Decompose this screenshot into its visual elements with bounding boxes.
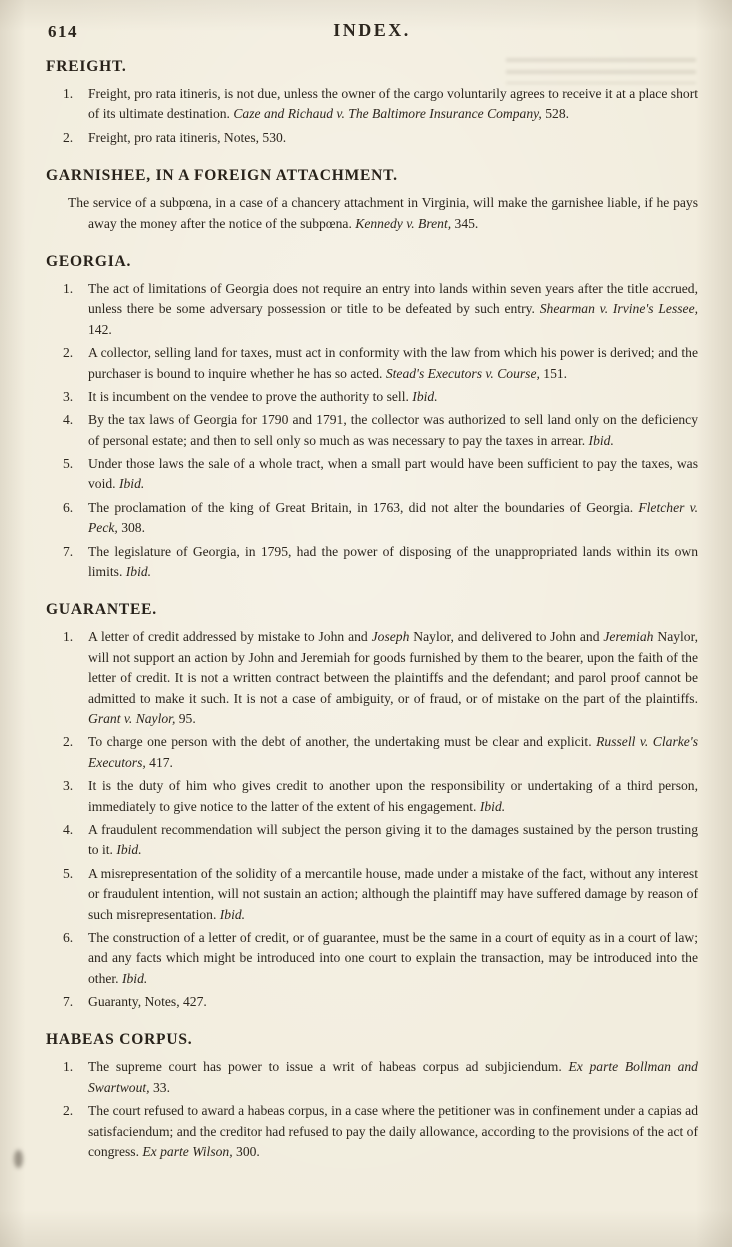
- case-citation: Caze and Richaud v. The Baltimore Insurance Company,: [233, 106, 542, 122]
- entry-text: 300.: [232, 1144, 260, 1160]
- entry-text: A fraudulent recommendation will subject the person giving it to the damages sustained by the person trusting to it.: [88, 821, 698, 858]
- entry-text: Freight, pro rata itineris, is not due, unless the owner of the cargo voluntarily agrees to receive it at a place short of its ultimate destination.: [88, 86, 698, 122]
- page-title: INDEX.: [333, 20, 411, 40]
- case-citation: Kennedy v. Brent,: [355, 215, 452, 231]
- entry-text: A letter of credit addressed by mistake to John and: [88, 629, 372, 645]
- case-citation: Stead's Executors v. Course,: [385, 365, 540, 381]
- entry-text: A misrepresentation of the solidity of a mercantile house, made under a mistake of the fact, without any interest or fraudulent intention, will not sustain an action; although the plaintiff may have suffered damage by reason of such misrepresentation.: [88, 865, 698, 922]
- entry-number: 6.: [63, 499, 74, 515]
- case-citation: Ex parte Bollman and Swartwout,: [88, 1059, 698, 1095]
- case-citation: Grant v. Naylor,: [88, 710, 176, 726]
- index-entry: [46, 387, 698, 407]
- index-section: [46, 1031, 698, 1162]
- entry-text: 345.: [451, 215, 479, 231]
- index-entry: [46, 498, 698, 539]
- entry-text: 528.: [541, 106, 570, 122]
- index-entry: [46, 992, 698, 1012]
- section-heading: GARNISHEE, IN A FOREIGN ATTACHMENT.: [46, 167, 398, 185]
- entry-text: The service of a subpœna, in a case of a chancery attachment in Virginia, will make the garnishee liable, if he pays away the money after the notice of the subpœna.: [68, 195, 698, 231]
- entry-number: 2.: [63, 734, 74, 750]
- entry-text: Naylor, and delivered to John and: [409, 629, 604, 645]
- entry-text: 95.: [175, 710, 196, 726]
- index-sections: [46, 58, 698, 1162]
- section-heading: GUARANTEE.: [46, 601, 157, 619]
- entry-text: The proclamation of the king of Great Britain, in 1763, did not alter the boundaries of Georgia.: [88, 499, 639, 515]
- entry-text: 142.: [88, 321, 112, 337]
- entry-number: 5.: [63, 456, 74, 472]
- index-entry: [46, 343, 698, 384]
- entry-text: Naylor, will not support an action by John and Jeremiah for goods furnished by them to the bearer, upon the faith of the letter of credit. It is not a written contract between the plaintiffs and the defendant; and parol proof cannot be admitted to make it such. It is not a case of ambiguity, or of fraud, or of mistake on the part of the plaintiffs.: [88, 629, 698, 706]
- case-citation: Ibid.: [219, 906, 246, 922]
- index-entry: [46, 128, 698, 148]
- index-entry: [46, 410, 698, 451]
- entry-text: The legislature of Georgia, in 1795, had the power of disposing of the unappropriated lands within its own limits.: [88, 543, 698, 580]
- entry-text: 417.: [145, 754, 173, 770]
- index-entry: [46, 928, 698, 989]
- entry-text: The court refused to award a habeas corpus, in a case where the petitioner was in confinement under a capias ad satisfaciendum; and the creditor had refused to pay the daily allowance, according to the provisions of the act of congress.: [88, 1103, 698, 1160]
- entry-text: 33.: [149, 1079, 170, 1095]
- entry-number: 1.: [63, 629, 74, 645]
- entry-number: 1.: [63, 86, 74, 101]
- case-citation: Joseph: [371, 629, 410, 645]
- index-entry: [46, 627, 698, 729]
- entry-text: It is incumbent on the vendee to prove the authority to sell.: [88, 388, 413, 404]
- entry-text: Guaranty, Notes, 427.: [88, 994, 207, 1010]
- entry-text: The supreme court has power to issue a writ of habeas corpus ad subjiciendum.: [88, 1059, 569, 1075]
- case-citation: Ibid.: [125, 564, 152, 580]
- entry-text: To charge one person with the debt of another, the undertaking must be clear and explicit.: [88, 734, 597, 750]
- case-citation: Russell v. Clarke's Executors,: [88, 734, 698, 770]
- entry-text: A collector, selling land for taxes, must act in conformity with the law from which his power is derived; and the purchaser is bound to inquire whether he has so acted.: [88, 345, 698, 381]
- entry-text: Under those laws the sale of a whole tract, when a small part would have been sufficient to pay the taxes, was void.: [88, 456, 698, 492]
- index-section: [46, 601, 698, 1012]
- entry-number: 1.: [63, 280, 74, 296]
- entry-number: 7.: [63, 994, 74, 1010]
- entry-number: 3.: [63, 388, 74, 404]
- index-section: [46, 253, 698, 582]
- case-citation: Ibid.: [479, 798, 506, 814]
- index-entry: [46, 454, 698, 495]
- section-heading: FREIGHT.: [46, 58, 127, 75]
- index-section: [46, 167, 698, 234]
- entry-number: 4.: [63, 821, 74, 837]
- index-entry: [46, 1101, 698, 1162]
- case-citation: Ibid.: [116, 842, 142, 858]
- page-number: 614: [48, 22, 78, 41]
- case-citation: Ex parte Wilson,: [142, 1144, 233, 1160]
- entry-number: 5.: [63, 865, 74, 881]
- index-entry: [46, 84, 698, 125]
- index-entry: [46, 279, 698, 340]
- entry-number: 3.: [63, 778, 74, 794]
- index-entry: [46, 542, 698, 583]
- entry-number: 2.: [63, 129, 74, 145]
- page-header: [46, 20, 698, 50]
- entry-text: By the tax laws of Georgia for 1790 and 1791, the collector was authorized to sell land only on the deficiency of personal estate; and then to sell only so much as was necessary to pay the taxes in arrear.: [88, 412, 698, 448]
- case-citation: Jeremiah: [603, 629, 654, 645]
- section-heading: HABEAS CORPUS.: [46, 1031, 193, 1049]
- entry-text: The act of limitations of Georgia does not require an entry into lands within seven years after the title accrued, unless there be some adversary possession or title to be defeated by such entry.: [88, 280, 698, 317]
- entry-number: 4.: [63, 412, 74, 428]
- index-entry: [46, 732, 698, 773]
- entry-text: 308.: [117, 520, 145, 536]
- entry-text: It is the duty of him who gives credit to another upon the responsibility or undertaking of a third person, immediately to give notice to the latter of the extent of his engagement.: [88, 778, 698, 814]
- case-citation: Ibid.: [118, 476, 145, 492]
- index-entry: [46, 820, 698, 861]
- index-section: [46, 58, 698, 148]
- entry-number: 6.: [63, 929, 74, 945]
- margin-smudge-artifact: [14, 1150, 23, 1168]
- index-entry: [46, 193, 698, 234]
- case-citation: Ibid.: [121, 970, 148, 986]
- index-entry: [46, 864, 698, 925]
- case-citation: Ibid.: [412, 388, 438, 404]
- case-citation: Fletcher v. Peck,: [88, 499, 698, 536]
- index-entry: [46, 1057, 698, 1098]
- case-citation: Shearman v. Irvine's Lessee,: [539, 301, 698, 317]
- entry-number: 2.: [63, 1103, 74, 1119]
- entry-text: Freight, pro rata itineris, Notes, 530.: [88, 129, 287, 145]
- case-citation: Ibid.: [588, 432, 614, 448]
- entry-number: 2.: [63, 345, 74, 361]
- section-heading: GEORGIA.: [46, 252, 132, 270]
- entry-text: 151.: [539, 365, 568, 381]
- entry-text: The construction of a letter of credit, or of guarantee, must be the same in a court of equity as in a court of law; and any facts which might be introduced into one court to explain the transaction, may be introduced into the other.: [88, 929, 698, 986]
- entry-number: 7.: [63, 543, 74, 559]
- entry-number: 1.: [63, 1059, 74, 1075]
- index-entry: [46, 776, 698, 817]
